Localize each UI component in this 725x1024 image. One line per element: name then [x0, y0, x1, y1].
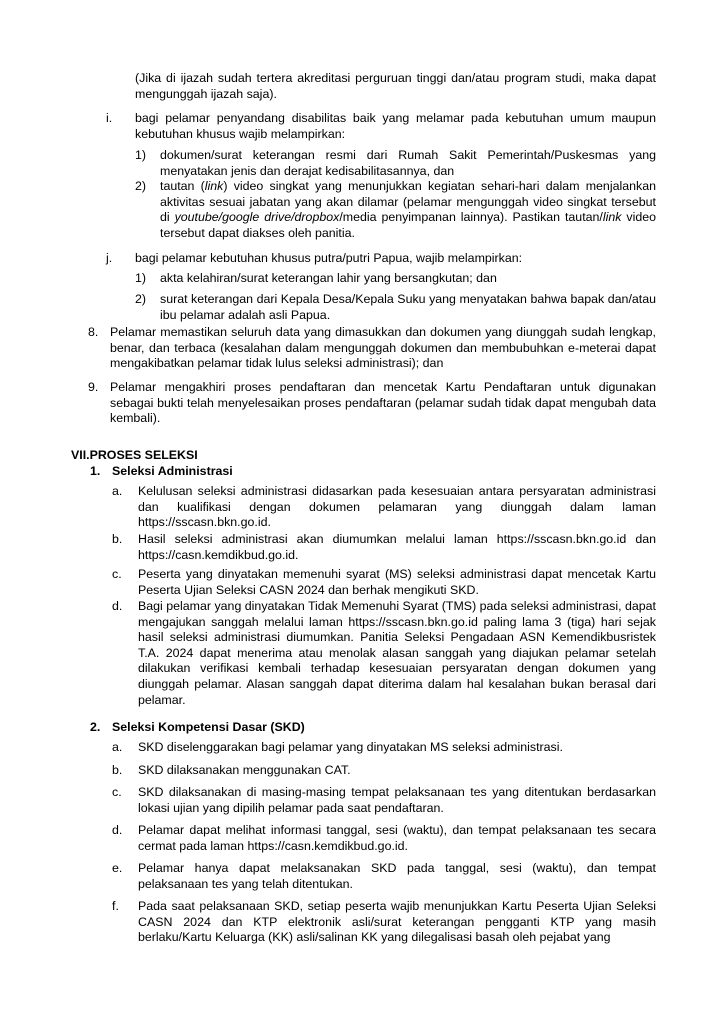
sub1-item-a-marker: a.	[112, 484, 123, 498]
sub2-item-c-marker: c.	[112, 785, 122, 799]
subsection-1-title: Seleksi Administrasi	[112, 464, 233, 478]
item-j-text: bagi pelamar kebutuhan khusus putra/putri Papua, wajib melampirkan:	[135, 251, 523, 265]
item-j-sub1-marker: 1)	[135, 271, 147, 285]
item-9-text: Pelamar mengakhiri proses pendaftaran dan mencetak Kartu Pendaftaran untuk digunakan sebagai bukti telah menyelesaikan proses pendaftaran (pelamar sudah tidak dapat mengubah data kembali).	[110, 380, 656, 426]
sub2-item-e-text: Pelamar hanya dapat melaksanakan SKD pada tanggal, sesi (waktu), dan tempat pelaksanaan tes yang telah ditentukan.	[138, 861, 656, 891]
subsection-2-marker: 2.	[90, 720, 101, 734]
sub2-item-f-marker: f.	[112, 899, 119, 913]
item-j-sub2-marker: 2)	[135, 292, 147, 306]
sub2-item-b-marker: b.	[112, 763, 123, 777]
section-heading: VII.PROSES SELEKSI	[71, 448, 198, 462]
sub2-item-f-text: Pada saat pelaksanaan SKD, setiap peserta wajib menunjukkan Kartu Peserta Ujian Seleksi CASN 2024 dan KTP elektronik asli/surat keterangan pengganti KTP yang masih berlaku/Kartu Keluarga (KK) asli/salinan KK yang dilegalisasi basah oleh pejabat yang	[138, 899, 656, 945]
item-i-sub2-text: tautan (link) video singkat yang menunjukkan kegiatan sehari-hari dalam menjalankan aktivitas sesuai jabatan yang akan dilamar (pelamar mengunggah video singkat tersebut di youtube/google drive/dropbox/media penyimpanan lainnya). Pastikan tautan/link video tersebut dapat diakses oleh panitia.	[160, 179, 656, 240]
sub2-item-a-marker: a.	[112, 740, 123, 754]
sub1-item-a-text: Kelulusan seleksi administrasi didasarkan pada kesesuaian antara persyaratan administrasi dan kualifikasi dengan dokumen pelamaran yang diunggah dalam laman https://sscasn.bkn.go.id.	[138, 484, 656, 530]
sub2-item-b-text: SKD dilaksanakan menggunakan CAT.	[138, 763, 351, 777]
item-j-sub1-text: akta kelahiran/surat keterangan lahir yang bersangkutan; dan	[160, 271, 497, 285]
sub1-item-b-text: Hasil seleksi administrasi akan diumumkan melalui laman https://sscasn.bkn.go.id dan https://casn.kemdikbud.go.id.	[138, 532, 656, 562]
item-8-marker: 8.	[88, 325, 99, 339]
intro-paragraph: (Jika di ijazah sudah tertera akreditasi perguruan tinggi dan/atau program studi, maka dapat mengunggah ijazah saja).	[135, 71, 656, 101]
sub2-item-d-text: Pelamar dapat melihat informasi tanggal, sesi (waktu), dan tempat pelaksanaan tes secara cermat pada laman https://casn.kemdikbud.go.id.	[138, 823, 656, 853]
sub1-item-c-marker: c.	[112, 567, 122, 581]
sub2-item-d-marker: d.	[112, 823, 123, 837]
item-i-marker: i.	[106, 111, 113, 125]
sub1-item-b-marker: b.	[112, 532, 123, 546]
sub2-item-c-text: SKD dilaksanakan di masing-masing tempat pelaksanaan tes yang ditentukan berdasarkan lokasi ujian yang dipilih pelamar pada saat pendaftaran.	[138, 785, 656, 815]
item-9-marker: 9.	[88, 380, 99, 394]
item-i-sub1-marker: 1)	[135, 148, 147, 162]
sub1-item-d-marker: d.	[112, 599, 123, 613]
sub1-item-c-text: Peserta yang dinyatakan memenuhi syarat (MS) seleksi administrasi dapat mencetak Kartu Peserta Ujian Seleksi CASN 2024 dan berhak mengikuti SKD.	[138, 567, 656, 597]
sub2-item-a-text: SKD diselenggarakan bagi pelamar yang dinyatakan MS seleksi administrasi.	[138, 740, 563, 754]
item-j-sub2-text: surat keterangan dari Kepala Desa/Kepala Suku yang menyatakan bahwa bapak dan/atau ibu pelamar adalah asli Papua.	[160, 292, 656, 322]
sub1-item-d-text: Bagi pelamar yang dinyatakan Tidak Memenuhi Syarat (TMS) pada seleksi administrasi, dapat mengajukan sanggah melalui laman https://sscasn.bkn.go.id paling lama 3 (tiga) hari sejak hasil seleksi administrasi diumumkan. Panitia Seleksi Pengadaan ASN Kemendikbusristek T.A. 2024 dapat menerima atau menolak alasan sanggah yang diajukan pelamar setelah dilakukan verifikasi kembali terhadap kesesuaian persyaratan dengan dokumen yang diunggah pelamar. Alasan sanggah dapat diterima dalam hal kesalahan bukan berasal dari pelamar.	[138, 599, 656, 707]
item-i-text: bagi pelamar penyandang disabilitas baik yang melamar pada kebutuhan umum maupun kebutuhan khusus wajib melampirkan:	[135, 111, 656, 141]
item-j-marker: j.	[106, 251, 113, 265]
item-i-sub1-text: dokumen/surat keterangan resmi dari Rumah Sakit Pemerintah/Puskesmas yang menyatakan jenis dan derajat kedisabilitasannya, dan	[160, 148, 656, 178]
subsection-2-title: Seleksi Kompetensi Dasar (SKD)	[112, 720, 305, 734]
item-8-text: Pelamar memastikan seluruh data yang dimasukkan dan dokumen yang diunggah sudah lengkap, benar, dan terbaca (kesalahan dalam mengunggah dokumen dan membubuhkan e-meterai dapat mengakibatkan pelamar tidak lulus seleksi administrasi); dan	[110, 325, 656, 371]
item-i-sub2-marker: 2)	[135, 179, 147, 193]
sub2-item-e-marker: e.	[112, 861, 123, 875]
subsection-1-marker: 1.	[90, 464, 101, 478]
